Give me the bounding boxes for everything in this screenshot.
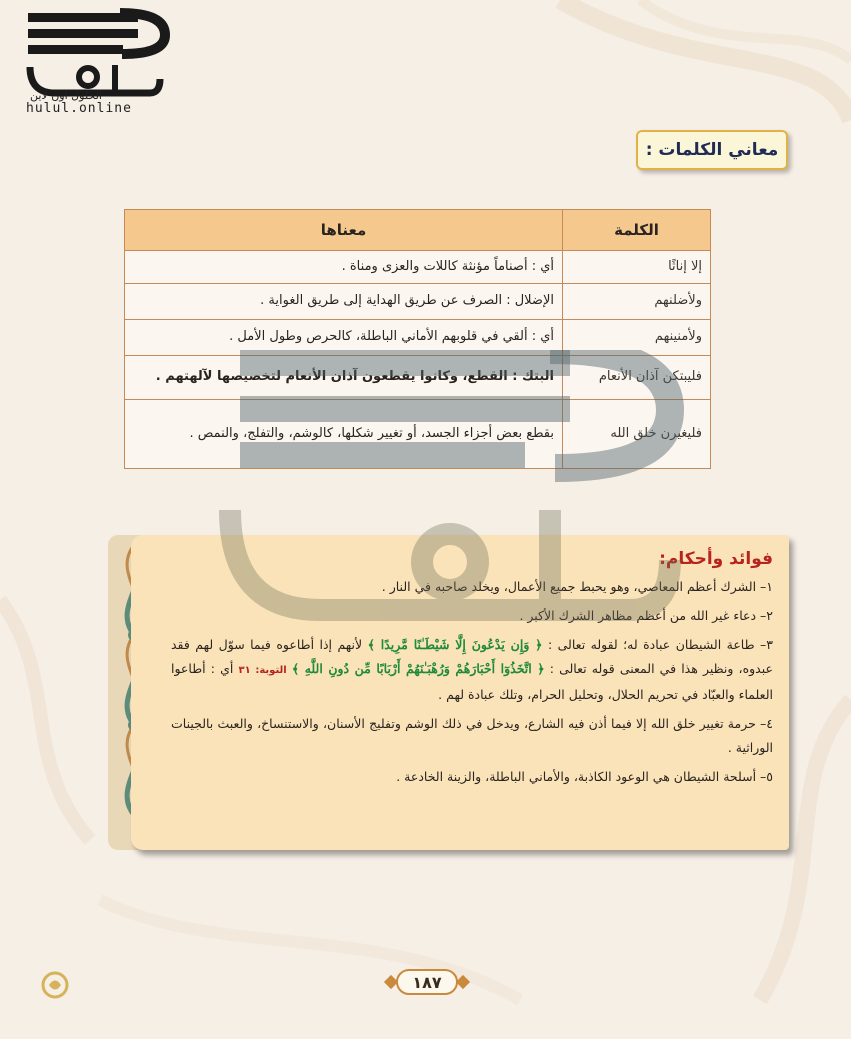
meaning-cell: البتك : القطع، وكانوا يقطعون آذان الأنعام لتخصيصها لآلهتهم . [125,356,563,400]
table-row [125,284,711,320]
benefit-item [171,633,773,707]
corner-emblem-icon [40,970,70,1000]
page-number-label: ١٨٧ [396,969,458,995]
quran-verse: ﴿ اتَّخَذُوٓا أَحْبَارَهُمْ وَرُهْبَـٰنَهُمْ أَرْبَابًا مِّن دُونِ اللَّهِ ﴾ [291,661,545,676]
header-meaning: معناها [125,210,563,251]
logo-subtitle: الحلول اون لاين [30,89,102,102]
meaning-cell: أي : ألقي في قلوبهم الأماني الباطلة، كالحرص وطول الأمل . [125,320,563,356]
page-ornament-right-icon [456,975,470,989]
word-cell: ولأضلنهم [563,284,711,320]
verse-reference: التوبة: ٣١ [238,665,287,676]
word-meanings-table [124,209,711,469]
page-number [384,968,470,996]
benefit-text: أي : أطاعوا العلماء والعبّاد في تحريم الحلال، وتحليل الحرام، وتلك عبادة لهم . [171,661,773,702]
benefit-item: ٢– دعاء غير الله من أعظم مظاهر الشرك الأكبر . [519,608,773,623]
benefit-text: لأنهم إذا أطاعوه فيما سوّل لهم فقد عبدوه، ونظير هذا في المعنى قوله تعالى : [171,637,773,676]
table-row [125,320,711,356]
benefit-text: ٣– طاعة الشيطان عبادة له؛ لقوله تعالى : [547,637,773,652]
benefit-item: ٥– أسلحة الشيطان هي الوعود الكاذبة، والأماني الباطلة، والزينة الخادعة . [396,769,773,784]
meaning-cell: الإضلال : الصرف عن طريق الهداية إلى طريق الغواية . [125,284,563,320]
site-logo[interactable] [10,5,170,120]
word-cell: فليغيرن خلق الله [563,400,711,469]
word-cell: ولأمنينهم [563,320,711,356]
meaning-cell: أي : أصناماً مؤنثة كاللات والعزى ومناة . [125,251,563,284]
word-cell: فليبتكن آذان الأنعام [563,356,711,400]
table-row [125,400,711,469]
table-row [125,356,711,400]
benefit-item: ١– الشرك أعظم المعاصي، وهو يحبط جميع الأعمال، ويخلد صاحبه في النار . [381,579,773,594]
benefits-title: فوائد وأحكام: [659,549,773,569]
table-header-row [125,210,711,251]
logo-domain: hulul.online [26,101,132,116]
table-row [125,251,711,284]
section-title: معاني الكلمات : [636,130,788,170]
meaning-cell: بقطع بعض أجزاء الجسد، أو تغيير شكلها، كالوشم، والتفلج، والنمص . [125,400,563,469]
benefit-item: ٤– حرمة تغيير خلق الله إلا فيما أذن فيه الشارع، ويدخل في ذلك الوشم وتفليج الأسنان، والاستنساخ، والعبث بالجينات الوراثية . [171,716,773,755]
quran-verse: ﴿ وَإِن يَدْعُونَ إِلَّا شَيْطَـٰنًا مَّرِيدًا ﴾ [367,637,543,652]
word-cell: إلا إناثًا [563,251,711,284]
header-word: الكلمة [563,210,711,251]
benefits-box [131,535,789,850]
